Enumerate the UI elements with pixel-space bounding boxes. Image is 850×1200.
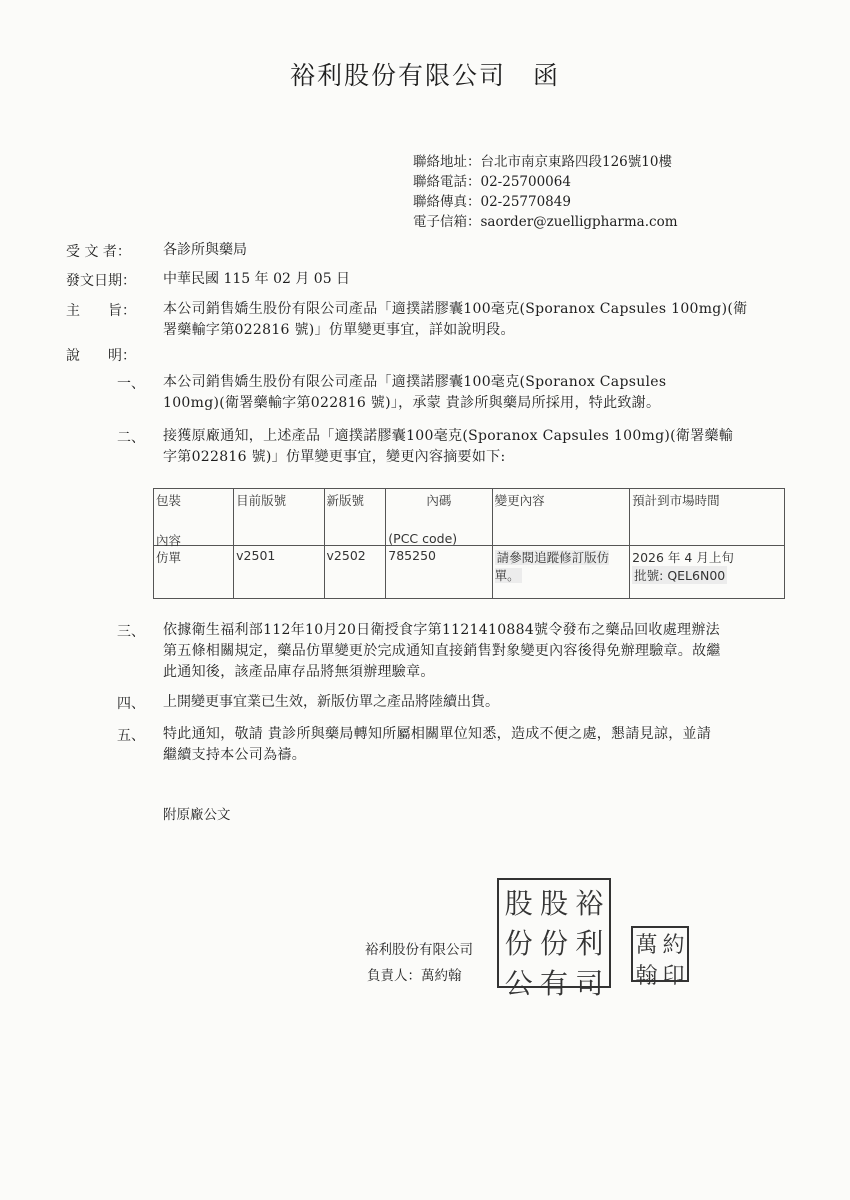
- item-number: 四、: [117, 696, 145, 712]
- table-header-cell: 內碼 (PCC code): [386, 489, 492, 546]
- item-number: 一、: [117, 376, 145, 392]
- recipient-label: 受 文 者：: [66, 244, 131, 260]
- table-header-cell: 預計到市場時間: [630, 489, 785, 546]
- item-text: 接獲原廠通知，上述產品「適撲諾膠囊100毫克(Sporanox Capsules 100mg)(衛署藥輸字第022816 號)」仿單變更事宜，變更內容摘要如下:: [163, 428, 734, 465]
- table-header-cell: 變更內容: [492, 489, 630, 546]
- subject-label: 主 旨：: [66, 303, 136, 319]
- item-number: 三、: [117, 624, 145, 640]
- company-seal-stamp: 股 股 裕 份 份 利 公 有 司: [497, 878, 611, 988]
- table-header-cell: 目前版號: [234, 489, 324, 546]
- item-text: 特此通知，敬請 貴診所與藥局轉知所屬相關單位知悉，造成不便之處，懇請見諒，並請繼續支持本公司為禱。: [163, 726, 712, 763]
- table-header-cell: 新版號: [324, 489, 386, 546]
- contact-email: 電子信箱：saorder@zuelligpharma.com: [413, 214, 678, 230]
- personal-seal-stamp: 萬 約 翰 印: [631, 926, 689, 982]
- item-text: 本公司銷售嬌生股份有限公司產品「適撲諾膠囊100毫克(Sporanox Capsules 100mg)(衛署藥輸字第022816 號)」，承蒙 貴診所與藥局所採用，特此致謝。: [163, 374, 667, 411]
- issue-date: 中華民國 115 年 02 月 05 日: [163, 271, 351, 287]
- signature-company: 裕利股份有限公司: [365, 942, 473, 958]
- date-label: 發文日期：: [66, 273, 136, 289]
- item-number: 二、: [117, 430, 145, 446]
- table-cell: v2501: [234, 546, 324, 599]
- table-row: [154, 546, 785, 599]
- table-cell: 仿單: [154, 546, 234, 599]
- contact-fax: 聯絡傳真：02-25770849: [413, 194, 571, 210]
- attachment-note: 附原廠公文: [163, 807, 231, 823]
- change-summary-table: [153, 488, 785, 599]
- item-text: 依據衛生福利部112年10月20日衛授食字第1121410884號令發布之藥品回收處理辦法第五條相關規定，藥品仿單變更於完成通知直接銷售對象變更內容後得免辦理驗章。故繼此通知後，該產品庫存品將無須辦理驗章。: [163, 622, 721, 680]
- table-header-row: [154, 489, 785, 546]
- item-text: 上開變更事宜業已生效，新版仿單之產品將陸續出貨。: [163, 694, 499, 710]
- contact-phone: 聯絡電話：02-25700064: [413, 174, 571, 190]
- table-cell: 請參閱追蹤修訂版仿單。: [492, 546, 630, 599]
- signature-person: 負責人：萬約翰: [367, 968, 462, 984]
- table-header-cell: 包裝 內容: [154, 489, 234, 546]
- item-number: 五、: [117, 728, 145, 744]
- table-cell: 785250: [386, 546, 492, 599]
- table-cell: 2026 年 4 月上旬 批號: QEL6N00: [630, 546, 785, 599]
- table-cell: v2502: [324, 546, 386, 599]
- explanation-label: 說 明：: [66, 348, 136, 364]
- letter-title: 裕利股份有限公司 函: [289, 61, 560, 90]
- recipient: 各診所與藥局: [163, 242, 247, 258]
- subject: 本公司銷售嬌生股份有限公司產品「適撲諾膠囊100毫克(Sporanox Capsules 100mg)(衛署藥輸字第022816 號)」仿單變更事宜，詳如說明段。: [163, 301, 748, 338]
- contact-address: 聯絡地址：台北市南京東路四段126號10樓: [413, 154, 672, 170]
